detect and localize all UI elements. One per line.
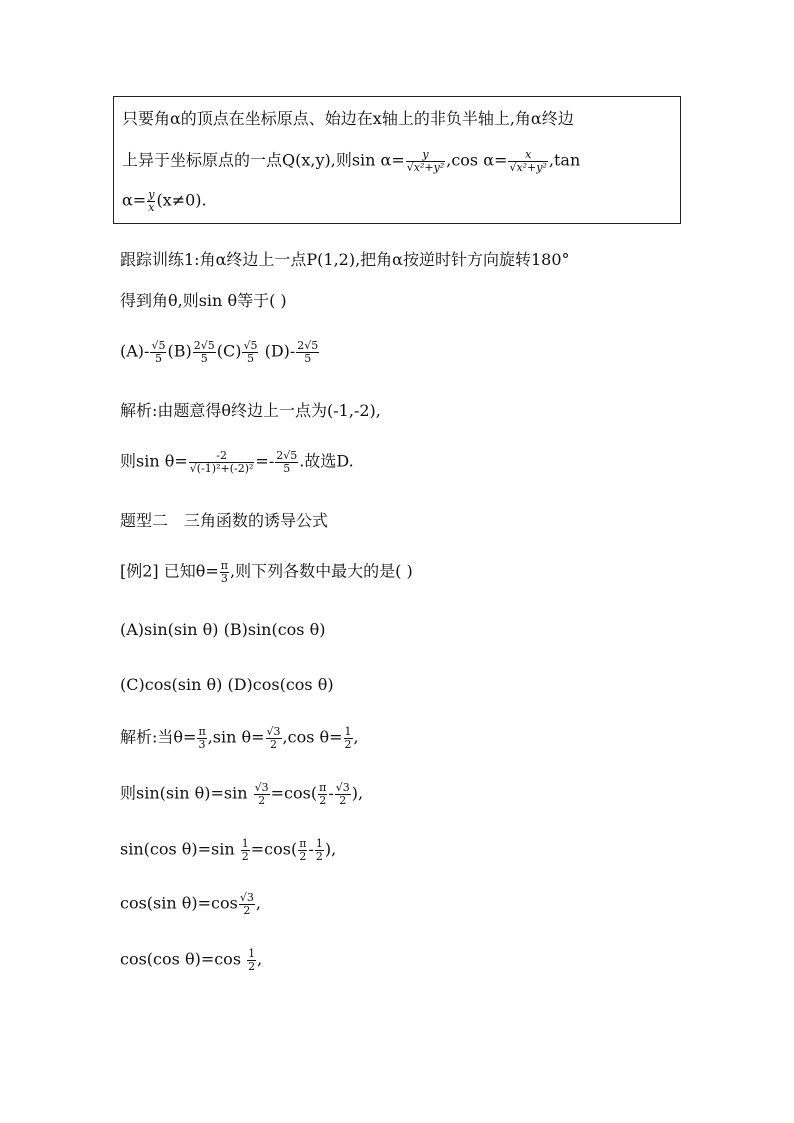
box-line-1: 只要角α的顶点在坐标原点、始边在x轴上的非负半轴上,角α终边 <box>122 109 574 128</box>
box-line-2: 上异于坐标原点的一点Q(x,y),则sin α= $\frac{y}{\text{√x²+y²}}$ ,cos α= $\frac{x}{\text{√x²+y²}}$ ,tan <box>122 148 581 174</box>
fraction: $\frac{√3}{2}$ <box>266 725 281 751</box>
drill-line-1: 跟踪训练1:角α终边上一点P(1,2),把角α按逆时针方向旋转180° <box>120 250 570 269</box>
drill-line-2: 得到角θ,则sin θ等于( ) <box>120 291 287 310</box>
fraction: $\frac{\pi}{2}$ <box>319 781 327 807</box>
fraction: $\frac{x}{\text{√x²+y²}}$ <box>509 148 547 174</box>
example-question: [例2] 已知θ= $\frac{\pi}{3}$ ,则下列各数中最大的是( ) <box>120 559 413 585</box>
box-line-3: α= $\frac{y}{x}$ (x≠0). <box>122 188 207 214</box>
section-title: 题型二 三角函数的诱导公式 <box>120 511 329 530</box>
fraction: $\frac{y}{x}$ <box>148 188 155 214</box>
fraction: $\frac{\pi}{3}$ <box>220 559 229 585</box>
fraction: $\frac{√5}{5}$ <box>243 339 258 365</box>
fraction: $\frac{√3}{2}$ <box>239 891 254 917</box>
example-options-cd: (C)cos(sin θ) (D)cos(cos θ) <box>120 675 334 694</box>
example-options-ab: (A)sin(sin θ) (B)sin(cos θ) <box>120 620 326 639</box>
fraction: $\frac{√5}{5}$ <box>151 339 166 365</box>
fraction: $\frac{√3}{2}$ <box>254 781 269 807</box>
fraction: $\frac{2√5}{5}$ <box>276 449 298 475</box>
fraction: $\frac{1}{2}$ <box>248 947 256 973</box>
drill-solution-1: 解析:由题意得θ终边上一点为(-1,-2), <box>120 401 381 420</box>
fraction: $\frac{\pi}{2}$ <box>299 837 307 863</box>
example-solution-3: sin(cos θ)=sin $\frac{1}{2}$ =cos( $\frac{\pi}{2}$ - $\frac{1}{2}$ ), <box>120 837 337 863</box>
fraction: $\frac{2√5}{5}$ <box>193 339 215 365</box>
fraction: $\frac{1}{2}$ <box>344 725 352 751</box>
fraction: $\frac{-2}{\text{√(-1)²+(-2)²}}$ <box>189 449 254 475</box>
fraction: $\frac{1}{2}$ <box>315 837 323 863</box>
example-solution-5: cos(cos θ)=cos $\frac{1}{2}$ , <box>120 947 263 973</box>
definition-box <box>113 96 681 224</box>
fraction: $\frac{2√5}{5}$ <box>297 339 319 365</box>
drill-solution-2: 则sin θ= $\frac{-2}{\text{√(-1)²+(-2)²}}$ =- $\frac{2√5}{5}$ .故选D. <box>120 449 354 475</box>
example-solution-1: 解析:当θ= $\frac{\pi}{3}$ ,sin θ= $\frac{√3}{2}$ ,cos θ= $\frac{1}{2}$ , <box>120 725 359 751</box>
example-solution-2: 则sin(sin θ)=sin $\frac{√3}{2}$ =cos( $\frac{\pi}{2}$ - $\frac{√3}{2}$ ), <box>120 781 364 807</box>
fraction: $\frac{√3}{2}$ <box>335 781 350 807</box>
fraction: $\frac{y}{\text{√x²+y²}}$ <box>406 148 445 174</box>
drill-options: (A)- $\frac{√5}{5}$ (B) $\frac{2√5}{5}$ (C) $\frac{√5}{5}$ (D)- $\frac{2√5}{5}$ <box>120 339 319 365</box>
fraction: $\frac{1}{2}$ <box>241 837 249 863</box>
fraction: $\frac{\pi}{3}$ <box>198 725 206 751</box>
example-solution-4: cos(sin θ)=cos $\frac{√3}{2}$ , <box>120 891 261 917</box>
